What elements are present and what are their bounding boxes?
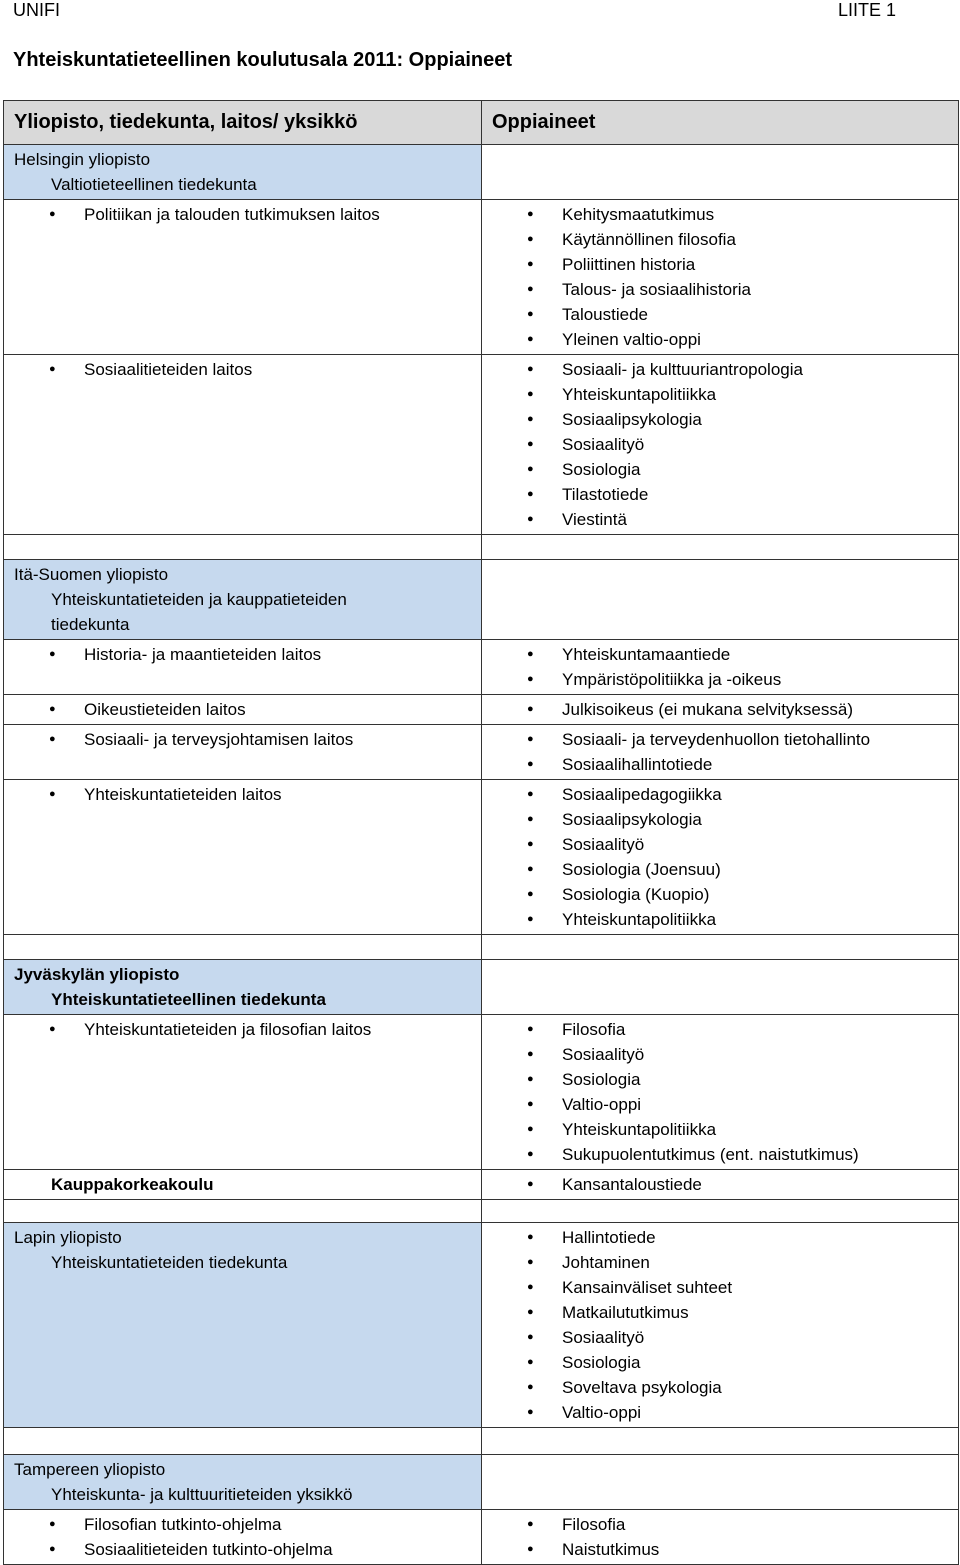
- faculty-name: Yhteiskuntatieteiden tiedekunta: [51, 1253, 288, 1272]
- university-cell: [4, 1223, 482, 1428]
- header-left: UNIFI: [13, 0, 60, 20]
- list-item: ● Talous- ja sosiaalihistoria: [482, 277, 958, 302]
- subjects-cell: [482, 640, 959, 695]
- list-item: ● Sosiaalityö: [482, 832, 958, 857]
- faculty-name: Valtiotieteellinen tiedekunta: [51, 175, 257, 194]
- list-item: ● Valtio-oppi: [482, 1400, 958, 1425]
- subjects-cell: [482, 1170, 959, 1200]
- empty-cell: [4, 535, 482, 560]
- university-cell: [4, 145, 482, 200]
- department-name: ● Yhteiskuntatieteiden ja filosofian laitos: [4, 1017, 481, 1042]
- table-row: [4, 355, 959, 535]
- list-item: ● Sosiaali- ja kulttuuriantropologia: [482, 357, 958, 382]
- list-item: ● Yhteiskuntapolitiikka: [482, 1117, 958, 1142]
- table-row: [4, 1170, 959, 1200]
- university-name: Tampereen yliopisto: [14, 1460, 166, 1479]
- table-row: [4, 725, 959, 780]
- department-cell: [4, 355, 482, 535]
- subjects-cell: [482, 780, 959, 935]
- department-cell: [4, 1170, 482, 1200]
- list-item: ● Yleinen valtio-oppi: [482, 327, 958, 352]
- empty-cell: [4, 935, 482, 960]
- department-name: ● Sosiaalitieteiden laitos: [4, 357, 481, 382]
- list-item: ● Poliittinen historia: [482, 252, 958, 277]
- list-item: ● Sosiaalityö: [482, 1042, 958, 1067]
- table-row: [4, 560, 959, 640]
- empty-cell: [482, 1428, 959, 1455]
- list-item: ● Sosiaalityö: [482, 432, 958, 457]
- list-item: ● Sosiologia (Kuopio): [482, 882, 958, 907]
- faculty-name: Yhteiskuntatieteellinen tiedekunta: [51, 990, 326, 1009]
- spacer-row: [4, 935, 959, 960]
- university-cell: [4, 1455, 482, 1510]
- department-cell: [4, 725, 482, 780]
- list-item: ● Filosofia: [482, 1017, 958, 1042]
- table-row: [4, 1223, 959, 1428]
- table-row: [4, 960, 959, 1015]
- list-item: ● Hallintotiede: [482, 1225, 958, 1250]
- empty-cell: [4, 1200, 482, 1223]
- table-row: [4, 145, 959, 200]
- list-item: ● Sosiaalityö: [482, 1325, 958, 1350]
- faculty-name-cont: tiedekunta: [51, 615, 130, 634]
- list-item: ● Sosiologia: [482, 457, 958, 482]
- list-item: ● Tilastotiede: [482, 482, 958, 507]
- spacer-row: [4, 535, 959, 560]
- list-item: ● Sosiaali- ja terveydenhuollon tietohallinto: [482, 727, 958, 752]
- list-item: ● Sosiaalipsykologia: [482, 407, 958, 432]
- list-item: ● Yhteiskuntapolitiikka: [482, 382, 958, 407]
- column-header-institution: Yliopisto, tiedekunta, laitos/ yksikkö: [4, 101, 482, 145]
- document-title: Yhteiskuntatieteellinen koulutusala 2011: Oppiaineet: [13, 49, 513, 71]
- empty-cell: [482, 935, 959, 960]
- spacer-row: [4, 1200, 959, 1223]
- list-item: ● Julkisoikeus (ei mukana selvityksessä): [482, 697, 958, 722]
- list-item: ● Taloustiede: [482, 302, 958, 327]
- table-row: [4, 640, 959, 695]
- subjects-table: [3, 100, 959, 1565]
- university-cell: [4, 560, 482, 640]
- department-name: ● Yhteiskuntatieteiden laitos: [4, 782, 481, 807]
- university-name: Jyväskylän yliopisto: [14, 965, 180, 984]
- list-item: ● Sosiologia (Joensuu): [482, 857, 958, 882]
- empty-cell: [482, 535, 959, 560]
- department-name: ● Oikeustieteiden laitos: [4, 697, 481, 722]
- department-cell: [4, 200, 482, 355]
- list-item: ● Naistutkimus: [482, 1537, 958, 1562]
- table-row: [4, 1015, 959, 1170]
- list-item: ● Sosiologia: [482, 1067, 958, 1092]
- list-item: ● Ympäristöpolitiikka ja -oikeus: [482, 667, 958, 692]
- list-item: ● Johtaminen: [482, 1250, 958, 1275]
- department-cell: [4, 640, 482, 695]
- faculty-name: Yhteiskunta- ja kulttuuritieteiden yksikkö: [51, 1485, 353, 1504]
- school-name: Kauppakorkeakoulu: [51, 1175, 214, 1194]
- list-item: ● Sosiologia: [482, 1350, 958, 1375]
- list-item: ● Filosofian tutkinto-ohjelma: [4, 1512, 481, 1537]
- subjects-cell: [482, 725, 959, 780]
- department-cell: [4, 780, 482, 935]
- department-name: ● Sosiaali- ja terveysjohtamisen laitos: [4, 727, 481, 752]
- list-item: ● Yhteiskuntamaantiede: [482, 642, 958, 667]
- university-name: Lapin yliopisto: [14, 1228, 122, 1247]
- spacer-row: [4, 1428, 959, 1455]
- empty-cell: [482, 145, 959, 200]
- list-item: ● Kansantaloustiede: [482, 1172, 958, 1197]
- subjects-cell: [482, 1223, 959, 1428]
- table-row: [4, 780, 959, 935]
- list-item: ● Matkailututkimus: [482, 1300, 958, 1325]
- department-cell: [4, 1510, 482, 1565]
- subjects-cell: [482, 200, 959, 355]
- header-right: LIITE 1: [837, 0, 896, 20]
- university-cell: [4, 960, 482, 1015]
- subjects-cell: [482, 1015, 959, 1170]
- table-row: [4, 695, 959, 725]
- subjects-cell: [482, 1510, 959, 1565]
- empty-cell: [482, 1455, 959, 1510]
- table-row: [4, 200, 959, 355]
- list-item: ● Viestintä: [482, 507, 958, 532]
- department-cell: [4, 1015, 482, 1170]
- department-cell: [4, 695, 482, 725]
- column-header-subjects: Oppiaineet: [482, 101, 959, 145]
- list-item: ● Yhteiskuntapolitiikka: [482, 907, 958, 932]
- empty-cell: [4, 1428, 482, 1455]
- table-row: [4, 1510, 959, 1565]
- list-item: ● Sosiaalitieteiden tutkinto-ohjelma: [4, 1537, 481, 1562]
- list-item: ● Valtio-oppi: [482, 1092, 958, 1117]
- empty-cell: [482, 960, 959, 1015]
- list-item: ● Soveltava psykologia: [482, 1375, 958, 1400]
- list-item: ● Kehitysmaatutkimus: [482, 202, 958, 227]
- list-item: ● Sukupuolentutkimus (ent. naistutkimus): [482, 1142, 958, 1167]
- list-item: ● Kansainväliset suhteet: [482, 1275, 958, 1300]
- subjects-cell: [482, 695, 959, 725]
- university-name: Itä-Suomen yliopisto: [14, 565, 169, 584]
- list-item: ● Sosiaalipedagogiikka: [482, 782, 958, 807]
- list-item: ● Käytännöllinen filosofia: [482, 227, 958, 252]
- subjects-cell: [482, 355, 959, 535]
- department-name: ● Historia- ja maantieteiden laitos: [4, 642, 481, 667]
- list-item: ● Sosiaalihallintotiede: [482, 752, 958, 777]
- department-name: ● Politiikan ja talouden tutkimuksen laitos: [4, 202, 481, 227]
- list-item: ● Filosofia: [482, 1512, 958, 1537]
- university-name: Helsingin yliopisto: [14, 150, 151, 169]
- table-header-row: [4, 101, 959, 145]
- list-item: ● Sosiaalipsykologia: [482, 807, 958, 832]
- faculty-name: Yhteiskuntatieteiden ja kauppatieteiden: [51, 590, 347, 609]
- empty-cell: [482, 560, 959, 640]
- empty-cell: [482, 1200, 959, 1223]
- table-row: [4, 1455, 959, 1510]
